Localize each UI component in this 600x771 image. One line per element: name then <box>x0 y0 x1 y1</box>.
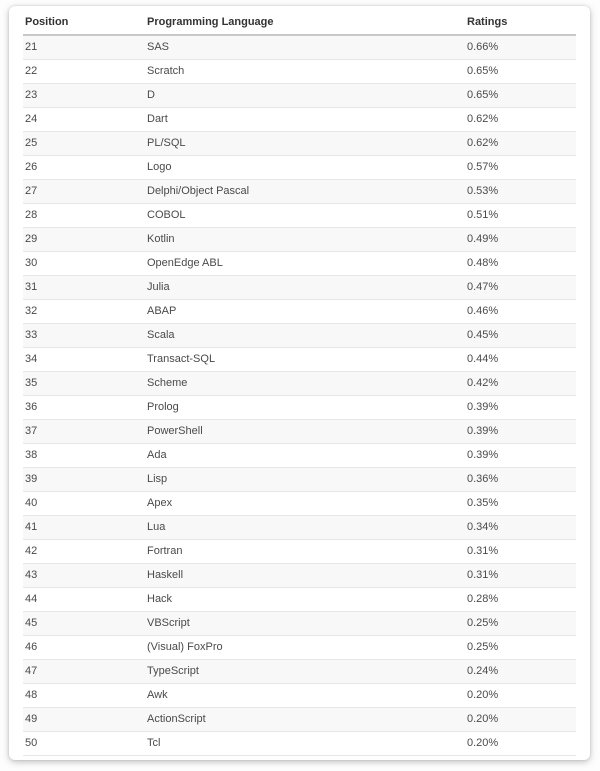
cell-language: Scratch <box>145 59 465 83</box>
cell-language: (Visual) FoxPro <box>145 635 465 659</box>
cell-rating: 0.49% <box>465 227 576 251</box>
table-header-row <box>23 9 576 35</box>
cell-position: 28 <box>23 203 145 227</box>
cell-position: 38 <box>23 443 145 467</box>
cell-rating: 0.42% <box>465 371 576 395</box>
cell-language: Haskell <box>145 563 465 587</box>
table-row <box>23 275 576 299</box>
cell-language: Delphi/Object Pascal <box>145 179 465 203</box>
cell-position: 33 <box>23 323 145 347</box>
cell-position: 44 <box>23 587 145 611</box>
cell-rating: 0.46% <box>465 299 576 323</box>
language-ranking-table <box>23 9 576 756</box>
cell-position: 49 <box>23 707 145 731</box>
cell-rating: 0.39% <box>465 419 576 443</box>
cell-rating: 0.53% <box>465 179 576 203</box>
cell-rating: 0.35% <box>465 491 576 515</box>
cell-language: Dart <box>145 107 465 131</box>
table-row <box>23 635 576 659</box>
cell-language: Ada <box>145 443 465 467</box>
cell-position: 21 <box>23 35 145 59</box>
cell-position: 27 <box>23 179 145 203</box>
cell-rating: 0.47% <box>465 275 576 299</box>
cell-language: Julia <box>145 275 465 299</box>
table-row <box>23 395 576 419</box>
cell-rating: 0.45% <box>465 323 576 347</box>
table-row <box>23 59 576 83</box>
cell-position: 30 <box>23 251 145 275</box>
cell-position: 43 <box>23 563 145 587</box>
table-row <box>23 203 576 227</box>
cell-language: PowerShell <box>145 419 465 443</box>
cell-position: 48 <box>23 683 145 707</box>
cell-position: 50 <box>23 731 145 755</box>
cell-rating: 0.62% <box>465 107 576 131</box>
cell-language: Logo <box>145 155 465 179</box>
table-row <box>23 155 576 179</box>
cell-rating: 0.51% <box>465 203 576 227</box>
cell-position: 37 <box>23 419 145 443</box>
table-row <box>23 83 576 107</box>
cell-position: 47 <box>23 659 145 683</box>
cell-rating: 0.65% <box>465 59 576 83</box>
cell-position: 39 <box>23 467 145 491</box>
table-row <box>23 35 576 59</box>
table-row <box>23 587 576 611</box>
column-header-ratings: Ratings <box>465 9 576 35</box>
column-header-position: Position <box>23 9 145 35</box>
table-row <box>23 227 576 251</box>
cell-position: 26 <box>23 155 145 179</box>
table-row <box>23 251 576 275</box>
table-row <box>23 299 576 323</box>
cell-position: 45 <box>23 611 145 635</box>
cell-rating: 0.24% <box>465 659 576 683</box>
cell-language: TypeScript <box>145 659 465 683</box>
cell-rating: 0.36% <box>465 467 576 491</box>
cell-rating: 0.62% <box>465 131 576 155</box>
cell-position: 41 <box>23 515 145 539</box>
cell-language: Fortran <box>145 539 465 563</box>
cell-language: Scala <box>145 323 465 347</box>
table-row <box>23 491 576 515</box>
cell-rating: 0.28% <box>465 587 576 611</box>
cell-position: 32 <box>23 299 145 323</box>
cell-rating: 0.39% <box>465 443 576 467</box>
cell-language: Kotlin <box>145 227 465 251</box>
cell-rating: 0.31% <box>465 539 576 563</box>
cell-language: Scheme <box>145 371 465 395</box>
cell-language: Lua <box>145 515 465 539</box>
cell-position: 35 <box>23 371 145 395</box>
table-row <box>23 179 576 203</box>
cell-rating: 0.31% <box>465 563 576 587</box>
table-row <box>23 659 576 683</box>
cell-language: ActionScript <box>145 707 465 731</box>
cell-position: 22 <box>23 59 145 83</box>
cell-rating: 0.34% <box>465 515 576 539</box>
table-row <box>23 419 576 443</box>
cell-language: SAS <box>145 35 465 59</box>
cell-position: 24 <box>23 107 145 131</box>
table-row <box>23 611 576 635</box>
cell-rating: 0.20% <box>465 683 576 707</box>
table-row <box>23 443 576 467</box>
table-row <box>23 683 576 707</box>
cell-language: OpenEdge ABL <box>145 251 465 275</box>
table-header <box>23 9 576 35</box>
cell-position: 31 <box>23 275 145 299</box>
cell-language: PL/SQL <box>145 131 465 155</box>
table-row <box>23 323 576 347</box>
cell-language: Lisp <box>145 467 465 491</box>
cell-position: 23 <box>23 83 145 107</box>
cell-language: VBScript <box>145 611 465 635</box>
cell-language: Prolog <box>145 395 465 419</box>
cell-rating: 0.48% <box>465 251 576 275</box>
table-row <box>23 347 576 371</box>
cell-language: Apex <box>145 491 465 515</box>
cell-rating: 0.57% <box>465 155 576 179</box>
cell-rating: 0.44% <box>465 347 576 371</box>
cell-position: 42 <box>23 539 145 563</box>
cell-language: COBOL <box>145 203 465 227</box>
cell-rating: 0.66% <box>465 35 576 59</box>
cell-position: 40 <box>23 491 145 515</box>
cell-position: 25 <box>23 131 145 155</box>
cell-rating: 0.20% <box>465 707 576 731</box>
cell-language: Hack <box>145 587 465 611</box>
table-row <box>23 371 576 395</box>
cell-rating: 0.65% <box>465 83 576 107</box>
table-row <box>23 563 576 587</box>
table-row <box>23 539 576 563</box>
table-row <box>23 131 576 155</box>
cell-language: Awk <box>145 683 465 707</box>
table-row <box>23 515 576 539</box>
cell-language: D <box>145 83 465 107</box>
cell-position: 36 <box>23 395 145 419</box>
cell-language: ABAP <box>145 299 465 323</box>
table-body <box>23 35 576 755</box>
table-row <box>23 107 576 131</box>
column-header-language: Programming Language <box>145 9 465 35</box>
cell-language: Transact-SQL <box>145 347 465 371</box>
cell-rating: 0.39% <box>465 395 576 419</box>
cell-position: 46 <box>23 635 145 659</box>
ranking-table-card <box>9 6 590 760</box>
cell-rating: 0.25% <box>465 635 576 659</box>
table-row <box>23 467 576 491</box>
cell-position: 29 <box>23 227 145 251</box>
cell-rating: 0.25% <box>465 611 576 635</box>
table-row <box>23 707 576 731</box>
cell-position: 34 <box>23 347 145 371</box>
table-row <box>23 731 576 755</box>
cell-rating: 0.20% <box>465 731 576 755</box>
cell-language: Tcl <box>145 731 465 755</box>
